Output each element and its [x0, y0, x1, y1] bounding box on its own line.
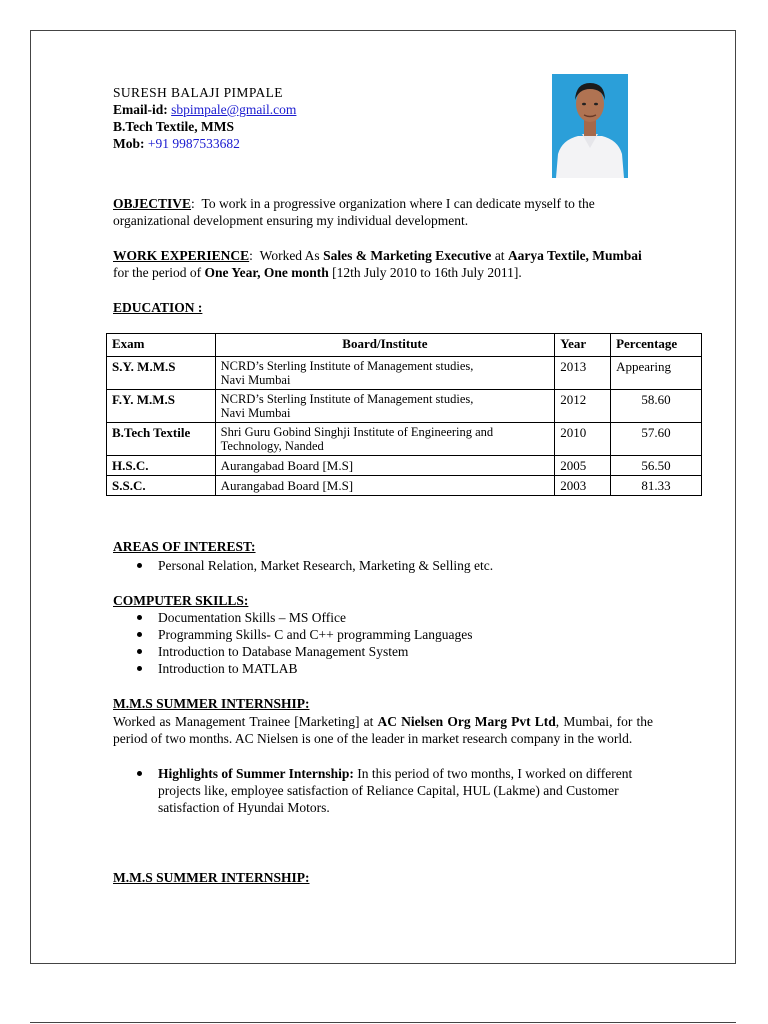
cell-percentage: 81.33: [611, 476, 702, 496]
col-percentage: Percentage: [611, 334, 702, 357]
cell-exam: H.S.C.: [107, 456, 216, 476]
email-link[interactable]: sbpimpale@gmail.com: [171, 102, 297, 117]
work-heading: WORK EXPERIENCE: [113, 248, 250, 263]
cell-institute: [215, 357, 555, 390]
cell-exam: S.S.C.: [107, 476, 216, 496]
cell-exam: B.Tech Textile: [107, 423, 216, 456]
inst-line: Technology, Nanded: [220, 439, 324, 453]
next-page-edge: [30, 1022, 736, 1023]
table-row: [107, 390, 702, 423]
cell-institute: Aurangabad Board [M.S]: [215, 456, 555, 476]
table-row: [107, 423, 702, 456]
cell-percentage: 58.60: [611, 390, 702, 423]
cell-year: 2013: [555, 357, 611, 390]
work-text-1: Worked As: [259, 248, 324, 263]
cell-exam: F.Y. M.M.S: [107, 390, 216, 423]
highlight-label: Highlights of Summer Internship:: [158, 766, 354, 781]
col-board: Board/Institute: [215, 334, 555, 357]
cell-year: 2003: [555, 476, 611, 496]
work-period: One Year, One month: [204, 265, 329, 280]
list-item: [137, 765, 657, 816]
list-item: [137, 626, 657, 643]
list-item: [137, 557, 657, 574]
list-item: [137, 643, 657, 660]
page-border: [30, 30, 736, 964]
skill-item: Programming Skills- C and C++ programming Languages: [158, 627, 473, 642]
table-header-row: [107, 334, 702, 357]
skill-item: Introduction to MATLAB: [158, 661, 298, 676]
table-row: [107, 456, 702, 476]
email-line: [113, 101, 296, 118]
cell-year: 2010: [555, 423, 611, 456]
cell-institute: Aurangabad Board [M.S]: [215, 476, 555, 496]
inst-line: NCRD’s Sterling Institute of Management studies,: [220, 359, 474, 373]
cell-institute: [215, 390, 555, 423]
internship-text-2: , Mumbai, for the period of two months. AC Nielsen is one of the leader in market research company in the world.: [113, 714, 653, 746]
skill-item: Documentation Skills – MS Office: [158, 610, 346, 625]
work-colon: :: [249, 248, 260, 263]
interest-heading: AREAS OF INTEREST:: [113, 539, 256, 554]
work-role: Sales & Marketing Executive: [323, 248, 492, 263]
inst-line: Shri Guru Gobind Singhji Institute of Engineering and: [220, 425, 494, 439]
col-year: Year: [555, 334, 611, 357]
bullet-icon: [137, 632, 142, 637]
objective-heading: OBJECTIVE: [113, 196, 192, 211]
internship-highlights: [137, 765, 657, 816]
skills-list: [137, 609, 657, 677]
education-heading: EDUCATION :: [113, 300, 203, 315]
bullet-icon: [137, 771, 142, 776]
cell-exam: S.Y. M.M.S: [107, 357, 216, 390]
profile-photo: [552, 74, 628, 178]
highlight-text: In this period of two months, I worked on different projects like, employee satisfaction of Reliance Capital, HUL (Lakme) and Customer satisfaction of Hyundai Motors.: [158, 766, 633, 815]
col-exam: Exam: [107, 334, 216, 357]
cell-percentage: Appearing: [611, 357, 702, 390]
education-table: [106, 333, 702, 496]
table-row: [107, 476, 702, 496]
mobile-number: +91 9987533682: [147, 136, 240, 151]
list-item: [137, 660, 657, 677]
inst-line: NCRD’s Sterling Institute of Management studies,: [220, 392, 474, 406]
mobile-label: Mob:: [113, 136, 145, 151]
interest-item: Personal Relation, Market Research, Marketing & Selling etc.: [158, 558, 494, 573]
person-photo-icon: [552, 74, 628, 178]
inst-line: Navi Mumbai: [220, 406, 291, 420]
inst-line: Navi Mumbai: [220, 373, 291, 387]
internship-company: AC Nielsen Org Marg Pvt Ltd: [377, 714, 556, 729]
table-row: [107, 357, 702, 390]
bullet-icon: [137, 666, 142, 671]
contact-header: [113, 84, 296, 152]
work-company: Aarya Textile, Mumbai: [507, 248, 642, 263]
objective-section: [113, 195, 653, 229]
internship-text: [113, 713, 653, 747]
bullet-icon: [137, 615, 142, 620]
cell-percentage: 56.50: [611, 456, 702, 476]
work-section: [113, 247, 653, 281]
bullet-icon: [137, 649, 142, 654]
work-text-3: for the period of: [113, 265, 205, 280]
degree: B.Tech Textile, MMS: [113, 119, 235, 134]
objective-colon: :: [191, 196, 202, 211]
skills-heading: COMPUTER SKILLS:: [113, 593, 249, 608]
mobile-line: [113, 135, 296, 152]
internship-heading: M.M.S SUMMER INTERNSHIP:: [113, 696, 310, 711]
cell-institute: [215, 423, 555, 456]
work-text-4: [12th July 2010 to 16th July 2011].: [328, 265, 522, 280]
work-text-2: at: [491, 248, 508, 263]
internship-text-1: Worked as Management Trainee [Marketing] at: [113, 714, 378, 729]
cell-year: 2005: [555, 456, 611, 476]
cell-percentage: 57.60: [611, 423, 702, 456]
candidate-name: SURESH BALAJI PIMPALE: [113, 85, 283, 100]
skill-item: Introduction to Database Management System: [158, 644, 409, 659]
objective-text: To work in a progressive organization where I can dedicate myself to the organizational development ensuring my individual development.: [113, 196, 595, 228]
internship2-heading: M.M.S SUMMER INTERNSHIP:: [113, 870, 310, 885]
cell-year: 2012: [555, 390, 611, 423]
interest-list: [137, 557, 657, 574]
list-item: [137, 609, 657, 626]
email-label: Email-id:: [113, 102, 168, 117]
bullet-icon: [137, 563, 142, 568]
